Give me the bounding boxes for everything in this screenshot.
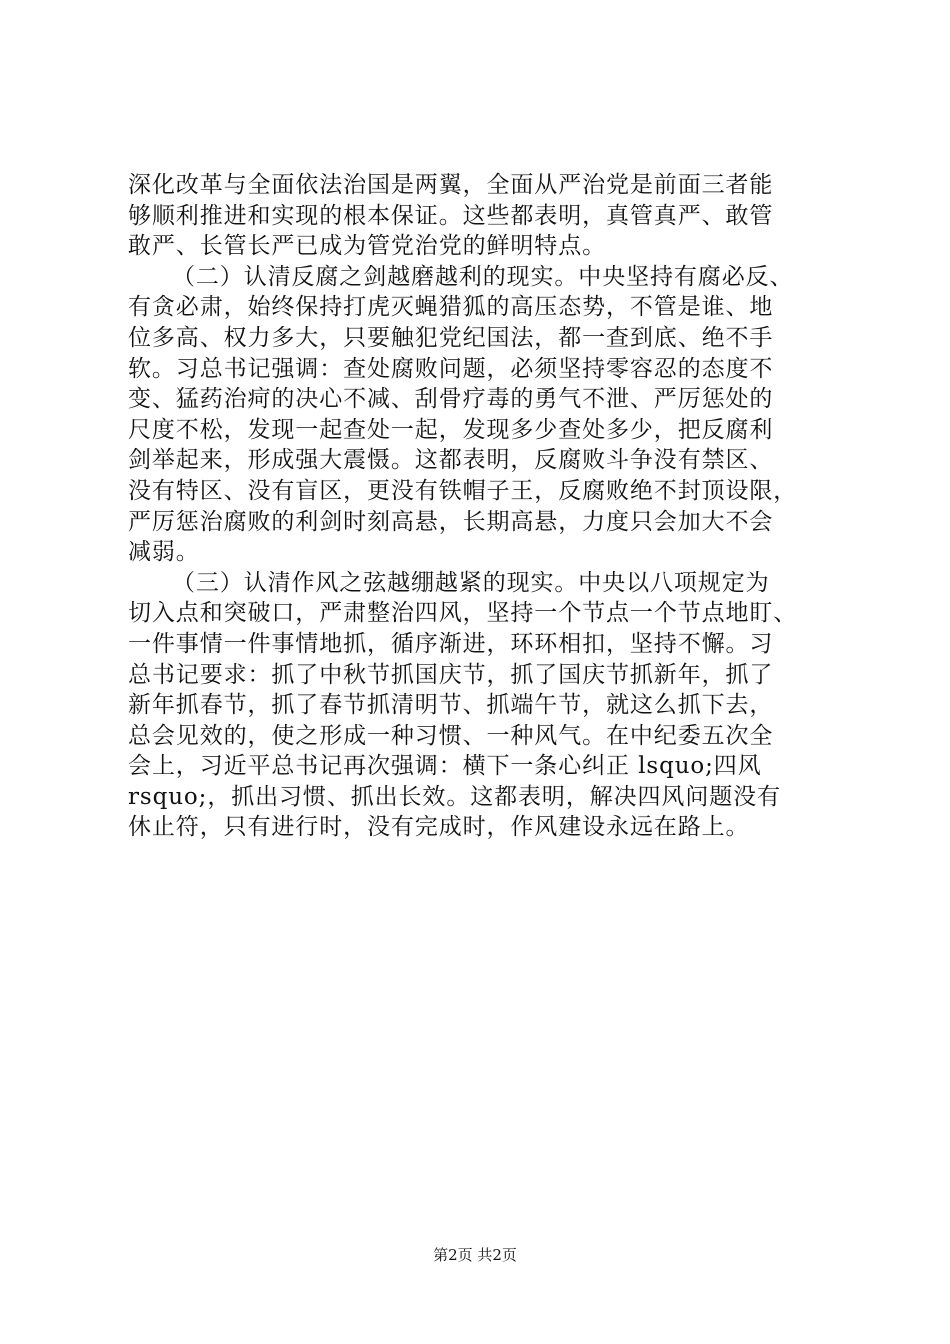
text-line: 敢严、长管长严已成为管党治党的鲜明特点。 xyxy=(128,233,606,260)
text-line: 总书记要求：抓了中秋节抓国庆节，抓了国庆节抓新年，抓了 xyxy=(128,661,774,688)
text-line: 够顺利推进和实现的根本保证。这些都表明，真管真严、敢管 xyxy=(128,202,774,229)
text-line: 尺度不松，发现一起查处一起，发现多少查处多少，把反腐利 xyxy=(128,416,774,443)
text-line: 总会见效的，使之形成一种习惯、一种风气。在中纪委五次全 xyxy=(128,722,774,749)
text-line: 严厉惩治腐败的利剑时刻高悬，长期高悬，力度只会加大不会 xyxy=(128,508,774,535)
text-line: 深化改革与全面依法治国是两翼，全面从严治党是前面三者能 xyxy=(128,172,774,198)
text-line: 剑举起来，形成强大震慑。这都表明，反腐败斗争没有禁区、 xyxy=(128,447,774,474)
text-line: 一件事情一件事情地抓，循序渐进，环环相扣，坚持不懈。习 xyxy=(128,630,774,657)
text-line: 软。习总书记强调：查处腐败问题，必须坚持零容忍的态度不 xyxy=(128,355,774,382)
text-line: 减弱。 xyxy=(128,539,200,566)
page-footer: 第2页 共2页 xyxy=(433,1246,517,1264)
document-body xyxy=(128,170,828,843)
section-heading-line: （三）认清作风之弦越绷越紧的现实。中央以八项规定为 xyxy=(172,569,770,596)
text-line: 切入点和突破口，严肃整治四风，坚持一个节点一个节点地盯、 xyxy=(128,600,798,627)
text-line: 新年抓春节，抓了春节抓清明节、抓端午节，就这么抓下去， xyxy=(128,692,774,719)
text-line: 变、猛药治疴的决心不减、刮骨疗毒的勇气不泄、严厉惩处的 xyxy=(128,386,774,413)
text-line: 休止符，只有进行时，没有完成时，作风建设永远在路上。 xyxy=(128,814,750,841)
text-line: 没有特区、没有盲区，更没有铁帽子王，反腐败绝不封顶设限， xyxy=(128,477,798,504)
section-heading-line: （二）认清反腐之剑越磨越利的现实。中央坚持有腐必反、 xyxy=(172,263,794,290)
text-line: rsquo;，抓出习惯、抓出长效。这都表明，解决四风问题没有 xyxy=(128,783,781,810)
text-line: 有贪必肃，始终保持打虎灭蝇猎狐的高压态势，不管是谁、地 xyxy=(128,294,774,321)
text-line: 会上，习近平总书记再次强调：横下一条心纠正 lsquo;四风 xyxy=(128,753,762,780)
text-line: 位多高、权力多大，只要触犯党纪国法，都一查到底、绝不手 xyxy=(128,324,774,351)
